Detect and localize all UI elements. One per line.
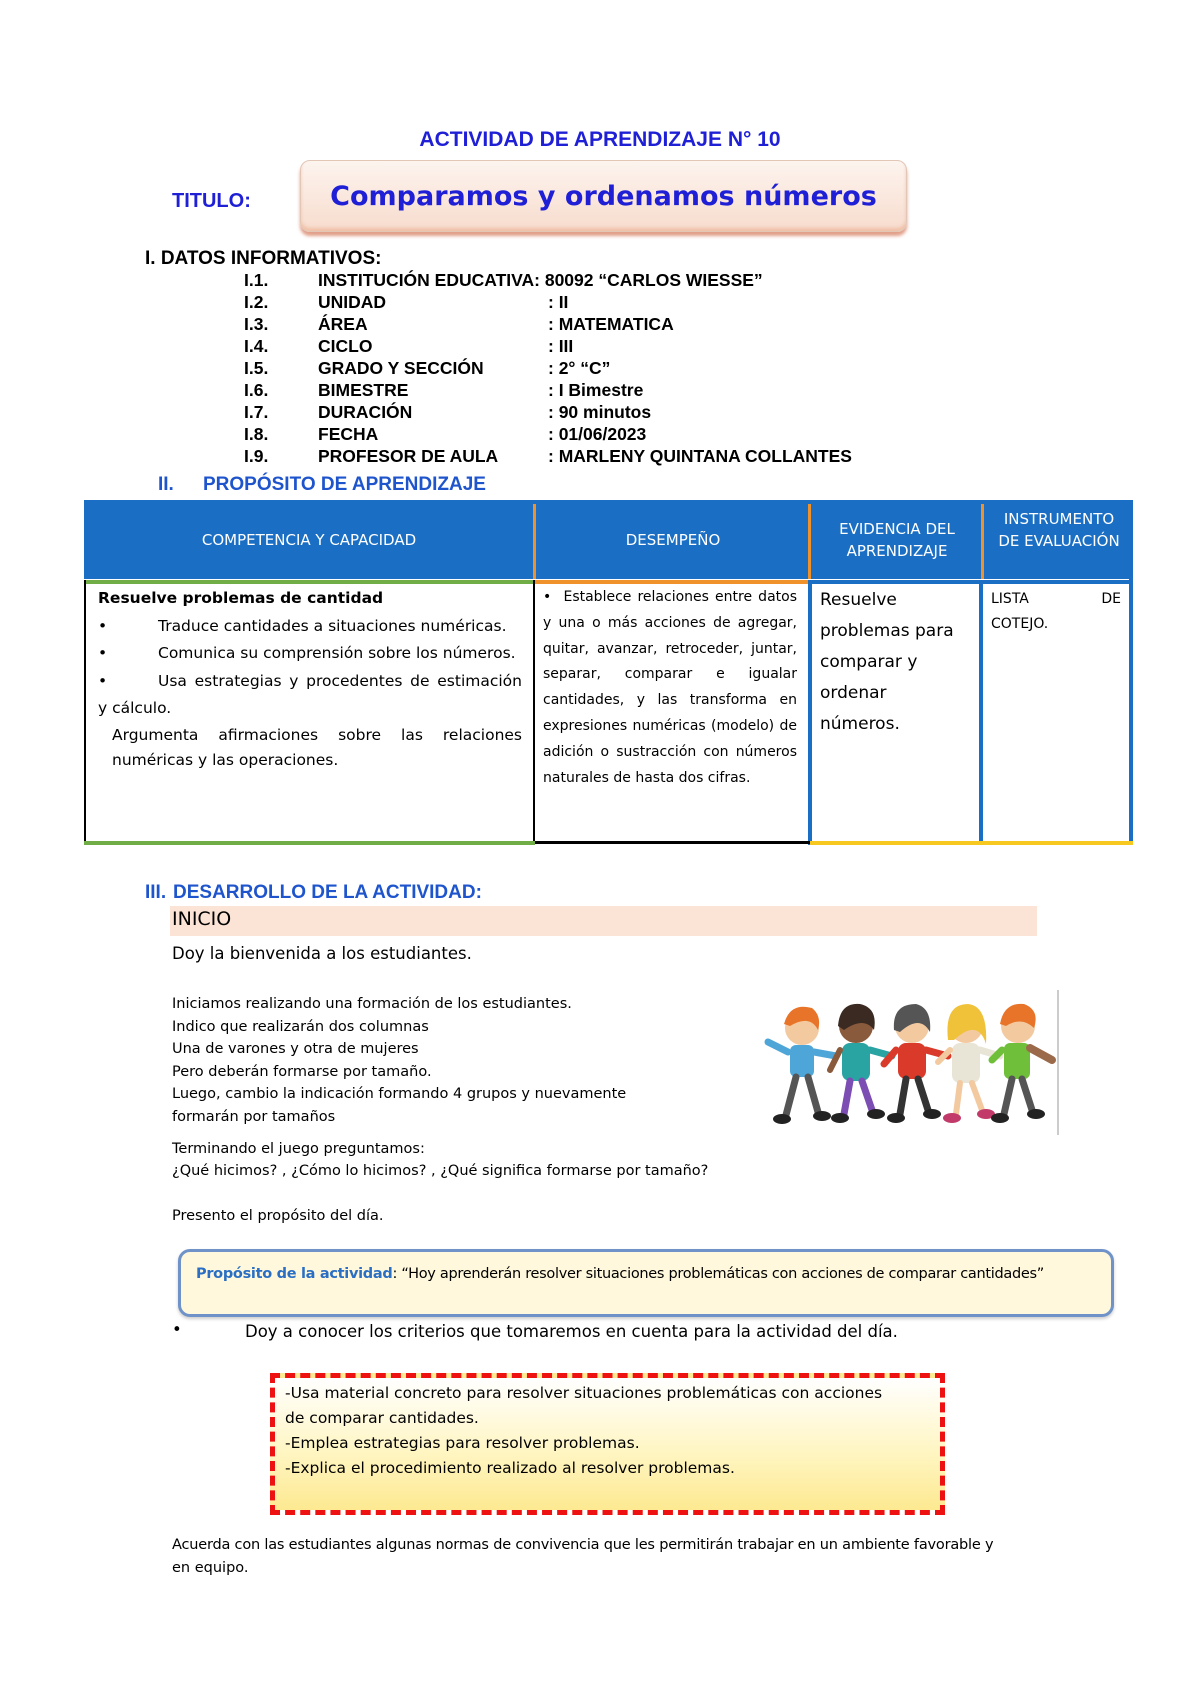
- datos-label: DURACIÓN: [318, 402, 413, 422]
- datos-num: I.6.: [244, 380, 269, 400]
- datos-num: I.7.: [244, 402, 269, 422]
- title-box: [300, 160, 907, 232]
- datos-value: : MARLENY QUINTANA COLLANTES: [548, 446, 852, 466]
- datos-value: : 90 minutos: [548, 402, 652, 422]
- inicio-bar: [170, 906, 1037, 936]
- datos-num: I.8.: [244, 424, 269, 444]
- datos-num: I.5.: [244, 358, 269, 378]
- table-right-border: [1129, 500, 1133, 845]
- child-figure: [991, 1004, 1052, 1123]
- activity-line: Iniciamos realizando una formación de los estudiantes.: [172, 996, 572, 1012]
- row-top-border: [84, 580, 535, 584]
- activity-line: Luego, cambio la indicación formando 4 grupos y nuevamente: [172, 1086, 627, 1102]
- datos-num: I.1.: [244, 270, 269, 290]
- acuerda-line: en equipo.: [172, 1560, 249, 1576]
- titulo-label: TITULO:: [172, 190, 251, 212]
- datos-label: PROFESOR DE AULA: [318, 446, 499, 466]
- children-illustration: [760, 990, 1060, 1140]
- table-bottom-border: [535, 841, 810, 844]
- table-col-border: [979, 580, 983, 845]
- capacidad-extra: Argumenta afirmaciones sobre las relaciones numéricas y las operaciones.: [112, 725, 522, 769]
- presento-line: Presento el propósito del día.: [172, 1208, 384, 1224]
- lesson-title: Comparamos y ordenamos números: [330, 180, 877, 212]
- inicio-heading: INICIO: [172, 908, 232, 930]
- activity-line: Pero deberán formarse por tamaño.: [172, 1063, 432, 1080]
- list-item: • Comunica su comprensión sobre los números.: [98, 644, 516, 662]
- row-top-border: [535, 580, 810, 584]
- activity-line: Indico que realizarán dos columnas: [172, 1018, 429, 1035]
- preguntas-line: ¿Qué hicimos? , ¿Cómo lo hicimos? , ¿Qué significa formarse por tamaño?: [172, 1163, 709, 1179]
- datos-label: UNIDAD: [318, 292, 387, 312]
- competencia-title: Resuelve problemas de cantidad: [98, 589, 384, 607]
- bullet-icon: •: [543, 589, 564, 605]
- capacidad-text: Usa estrategias y procedentes de estimación y cálculo.: [98, 671, 522, 717]
- datos-label: INSTITUCIÓN EDUCATIVA: 80092 “CARLOS WIESSE”: [318, 270, 763, 290]
- proposito-label: Propósito de la actividad: [196, 1266, 393, 1282]
- desempeno-text: Establece relaciones entre datos y una o más acciones de agregar, quitar, avanzar, retroceder, juntar, separar, comparar e igualar cantidades, y las transforma en expresiones numéricas (modelo) de adición o sustracción con números naturales de hasta dos cifras.: [543, 589, 797, 786]
- datos-value: : 01/06/2023: [548, 424, 647, 444]
- criterio-line: -Emplea estrategias para resolver problemas.: [285, 1434, 640, 1452]
- instrumento-line: [991, 587, 1121, 612]
- criterio-line: de comparar cantidades.: [285, 1409, 479, 1427]
- list-item: • Usa estrategias y procedentes de estimación y cálculo.: [98, 671, 522, 717]
- proposito-text: “Hoy aprenderán resolver situaciones problemáticas con acciones de comparar cantidades”: [401, 1266, 1044, 1282]
- activity-line: formarán por tamaños: [172, 1108, 336, 1125]
- header-divider: [981, 504, 984, 579]
- instrumento-line: COTEJO.: [991, 616, 1049, 632]
- datos-num: I.9.: [244, 446, 269, 466]
- datos-num: I.3.: [244, 314, 269, 334]
- datos-label: BIMESTRE: [318, 380, 409, 400]
- bienvenida-text: Doy la bienvenida a los estudiantes.: [172, 944, 472, 963]
- activity-line: Una de varones y otra de mujeres: [172, 1041, 419, 1057]
- capacidad-text: Traduce cantidades a situaciones numéricas.: [158, 616, 507, 635]
- datos-heading: I. DATOS INFORMATIVOS:: [145, 248, 382, 269]
- criterios-intro: Doy a conocer los criterios que tomaremos en cuenta para la actividad del día.: [245, 1322, 898, 1341]
- criterios-list: [285, 1381, 882, 1481]
- juego-line: Terminando el juego preguntamos:: [172, 1141, 425, 1157]
- col-header-evidencia: EVIDENCIA DEL APRENDIZAJE: [839, 519, 955, 560]
- row-top-border: [810, 580, 1133, 584]
- acuerda-line: Acuerda con las estudiantes algunas normas de convivencia que les permitirán trabajar en un ambiente favorable y: [172, 1537, 994, 1553]
- datos-value: : III: [548, 336, 574, 356]
- datos-num: I.2.: [244, 292, 269, 312]
- desarrollo-heading: DESARROLLO DE LA ACTIVIDAD:: [173, 882, 482, 903]
- header-divider: [533, 504, 536, 579]
- datos-label: CICLO: [318, 336, 373, 356]
- datos-label: FECHA: [318, 424, 379, 444]
- child-figure: [768, 1007, 836, 1124]
- proposito-box: [178, 1249, 1114, 1317]
- criterio-line: -Explica el procedimiento realizado al resolver problemas.: [285, 1459, 735, 1477]
- col-header-desempeno: DESEMPEÑO: [625, 530, 721, 549]
- activity-title: ACTIVIDAD DE APRENDIZAJE N° 10: [419, 128, 781, 151]
- activity-lines: [172, 993, 626, 1128]
- proposito-line: Propósito de la actividad: “Hoy aprenderán resolver situaciones problemáticas con acciones de comparar cantidades”: [196, 1266, 1044, 1282]
- datos-value: : MATEMATICA: [548, 314, 674, 334]
- competencia-cell: [98, 585, 522, 773]
- table-col-border: [533, 580, 535, 845]
- header-divider: [808, 504, 811, 579]
- bullet-icon: •: [172, 1320, 182, 1339]
- criterio-line: -Usa material concreto para resolver situaciones problemáticas con acciones: [285, 1384, 883, 1402]
- proposito-heading-num: II.: [158, 474, 174, 495]
- list-item: • Traduce cantidades a situaciones numéricas.: [98, 616, 507, 635]
- desempeno-cell: [543, 585, 797, 791]
- col-header-competencia: COMPETENCIA Y CAPACIDAD: [201, 530, 417, 549]
- datos-label: GRADO Y SECCIÓN: [318, 358, 484, 378]
- desarrollo-heading-num: III.: [145, 882, 167, 903]
- datos-value: : 2° “C”: [548, 358, 611, 378]
- datos-num: I.4.: [244, 336, 269, 356]
- capacidad-text: Comunica su comprensión sobre los números.: [158, 644, 516, 662]
- evidencia-cell: Resuelve problemas para comparar y ordenar números.: [820, 590, 954, 734]
- datos-value: : I Bimestre: [548, 380, 644, 400]
- table-bottom-border: [84, 841, 535, 845]
- instrumento-word: LISTA: [991, 591, 1029, 607]
- table-col-border: [808, 580, 812, 845]
- datos-value: : II: [548, 292, 569, 312]
- child-figure: [938, 1004, 1000, 1123]
- table-bottom-border: [810, 841, 1133, 845]
- instrumento-word: DE: [1101, 591, 1121, 607]
- proposito-heading: PROPÓSITO DE APRENDIZAJE: [203, 474, 486, 495]
- datos-label: ÁREA: [318, 314, 368, 334]
- col-header-instrumento: INSTRUMENTO DE EVALUACIÓN: [998, 510, 1120, 550]
- instrumento-cell: [991, 587, 1121, 637]
- table-left-border: [84, 580, 86, 845]
